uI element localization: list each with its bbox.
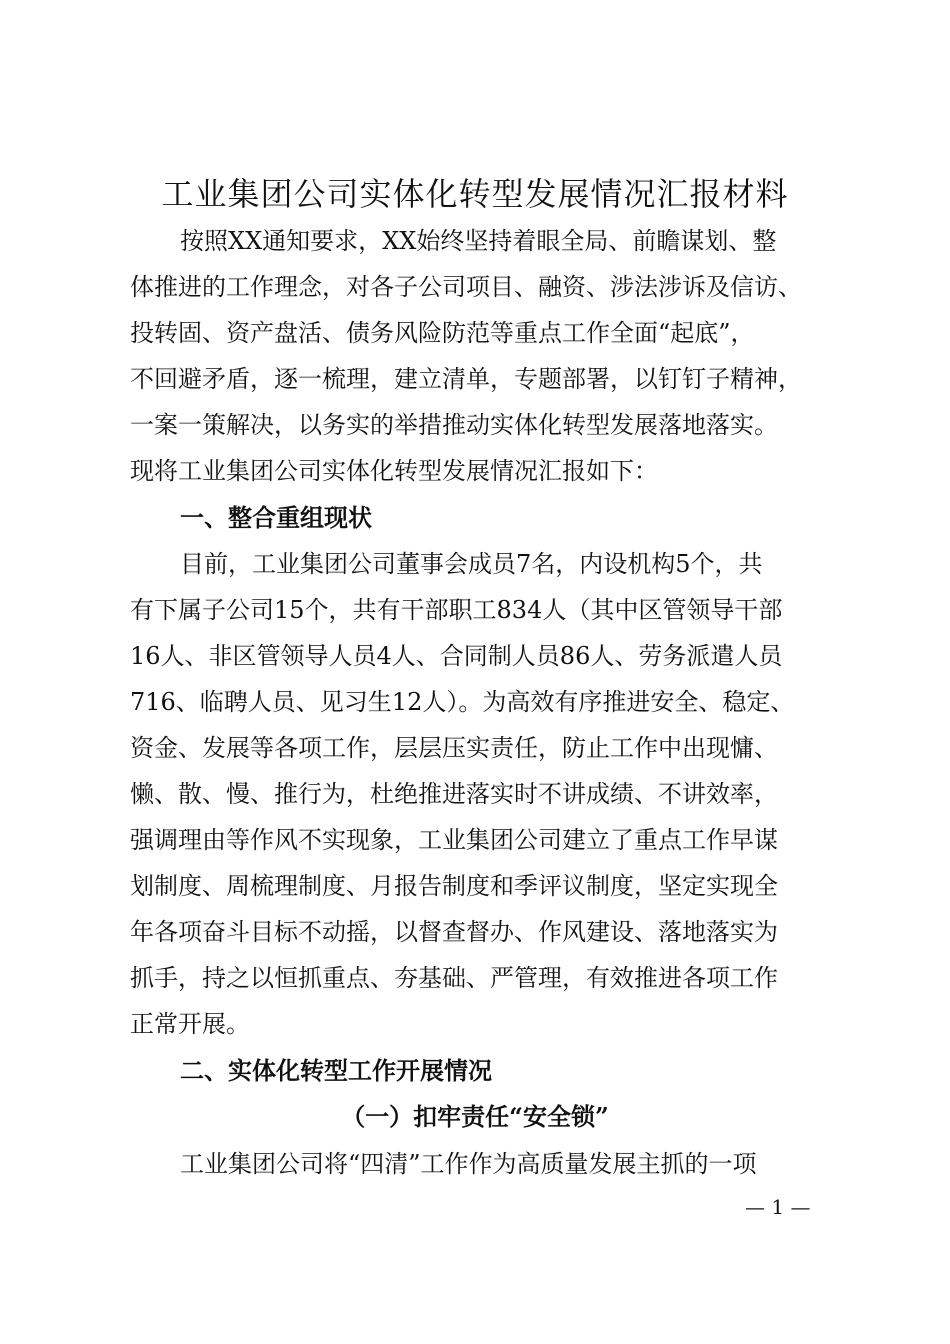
section-1-line-10: 抓手，持之以恒抓重点、夯基础、严管理，有效推进各项工作 [130, 964, 778, 992]
section-1-line-5: 资金、发展等各项工作，层层压实责任，防止工作中出现慵、 [130, 734, 778, 762]
section-1-line-3: 16人、非区管领导人员4人、合同制人员86人、劳务派遣人员 [130, 642, 783, 670]
section-1-line-9: 年各项奋斗目标不动摇，以督查督办、作风建设、落地落实为 [130, 918, 778, 946]
section-2-subheading: （一）扣牢责任“安全锁” [341, 1102, 609, 1131]
section-1-line-1: 目前，工业集团公司董事会成员7名，内设机构5个，共 [180, 550, 763, 578]
section-1-line-4: 716、临聘人员、见习生12人）。为高效有序推进安全、稳定、 [130, 688, 795, 716]
section-1-line-7: 强调理由等作风不实现象，工业集团公司建立了重点工作早谋 [130, 826, 778, 854]
intro-line-1: 按照XX通知要求，XX始终坚持着眼全局、前瞻谋划、整 [180, 227, 777, 255]
intro-line-2: 体推进的工作理念，对各子公司项目、融资、涉法涉诉及信访、 [130, 273, 802, 301]
section-1-line-2: 有下属子公司15个，共有干部职工834人（其中区管领导干部 [130, 596, 783, 624]
section-2-line-1: 工业集团公司将“四清”工作作为高质量发展主抓的一项 [180, 1150, 757, 1178]
intro-line-6: 现将工业集团公司实体化转型发展情况汇报如下： [130, 457, 658, 485]
page-number: — 1 — [745, 1195, 811, 1219]
section-1-line-8: 划制度、周梳理制度、月报告制度和季评议制度，坚定实现全 [130, 872, 778, 900]
intro-line-4: 不回避矛盾，逐一梳理，建立清单，专题部署，以钉钉子精神， [130, 365, 802, 393]
section-1-line-6: 懒、散、慢、推行为，杜绝推进落实时不讲成绩、不讲效率， [130, 780, 778, 808]
intro-line-5: 一案一策解决，以务实的举措推动实体化转型发展落地落实。 [130, 411, 778, 439]
section-1-heading: 一、整合重组现状 [180, 504, 372, 532]
section-1-line-11: 正常开展。 [130, 1010, 250, 1038]
intro-line-3: 投转固、资产盘活、债务风险防范等重点工作全面“起底”， [130, 319, 755, 347]
section-2-heading: 二、实体化转型工作开展情况 [180, 1057, 492, 1085]
document-title: 工业集团公司实体化转型发展情况汇报材料 [161, 175, 789, 213]
